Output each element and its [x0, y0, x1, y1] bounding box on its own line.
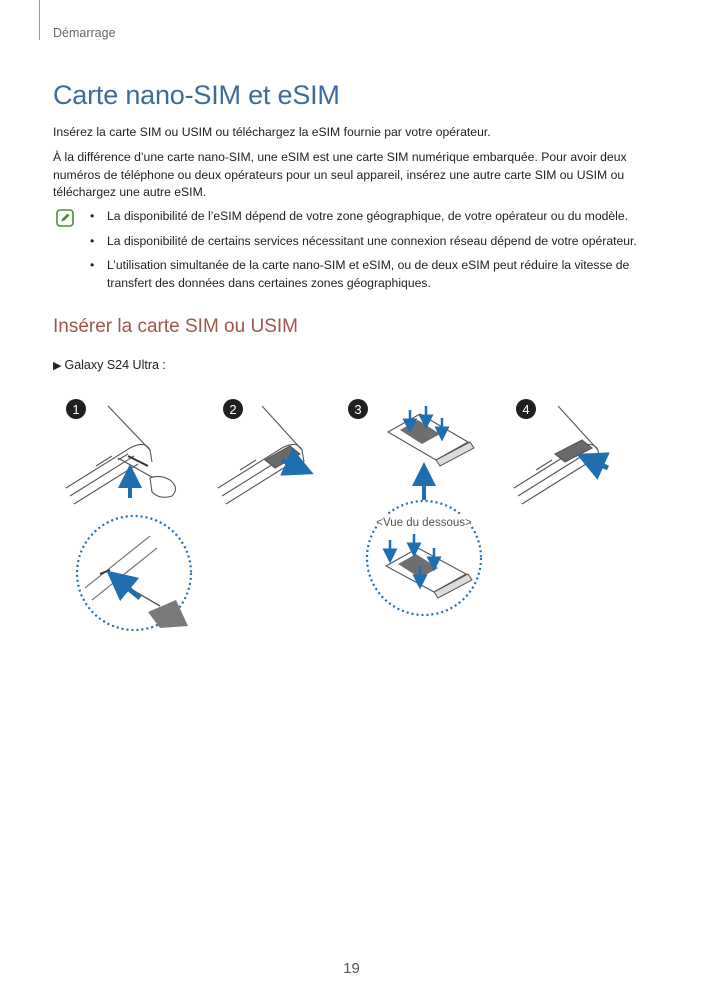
subsection-title: Insérer la carte SIM ou USIM — [53, 316, 298, 337]
phone-step-2 — [218, 406, 304, 504]
note-list — [90, 208, 660, 299]
zoom-detail-circle — [77, 516, 191, 630]
sim-insertion-illustration — [0, 388, 703, 648]
model-label — [53, 358, 166, 372]
step-badge-2 — [223, 399, 243, 419]
step-badge-4 — [516, 399, 536, 419]
intro-paragraph-1: Insérez la carte SIM ou USIM ou téléchargez la eSIM fournie par votre opérateur. — [53, 125, 491, 139]
model-text: Galaxy S24 Ultra : — [64, 358, 166, 372]
note-item: • La disponibilité de certains services nécessitant une connexion réseau dépend de votre opérateur. — [90, 233, 660, 251]
step-number: 4 — [522, 402, 530, 417]
bottom-view-label: <Vue du dessous> — [376, 517, 472, 529]
page-title: Carte nano-SIM et eSIM — [53, 80, 340, 110]
step-badge-1 — [66, 399, 86, 419]
phone-step-1 — [66, 406, 176, 504]
page-number: 19 — [343, 960, 360, 977]
step-number: 3 — [354, 402, 362, 417]
note-item: • L’utilisation simultanée de la carte nano-SIM et eSIM, ou de deux eSIM peut réduire la vitesse de transfert des données dans certaines zones géographiques. — [90, 257, 660, 292]
step-number: 1 — [72, 402, 80, 417]
phone-step-4 — [514, 406, 600, 504]
note-icon — [56, 209, 74, 227]
header-rule — [39, 0, 40, 40]
arrow-push-icon — [590, 460, 608, 468]
step-badge-3 — [348, 399, 368, 419]
triangle-bullet-icon: ▶ — [53, 360, 62, 372]
section-label: Démarrage — [53, 26, 116, 40]
bottom-view-circle — [367, 501, 481, 615]
step-number: 2 — [229, 402, 237, 417]
sim-tray-top — [388, 406, 474, 466]
intro-paragraph-2: À la différence d’une carte nano-SIM, une eSIM est une carte SIM numérique embarquée. Pour avoir deux numéros de téléphone ou deux opérateurs pour un seul appareil, insérez une autre carte SIM ou USIM ou téléchargez une autre eSIM. — [53, 150, 627, 200]
note-item: • La disponibilité de l’eSIM dépend de votre zone géographique, de votre opérateur ou du modèle. — [90, 208, 660, 226]
